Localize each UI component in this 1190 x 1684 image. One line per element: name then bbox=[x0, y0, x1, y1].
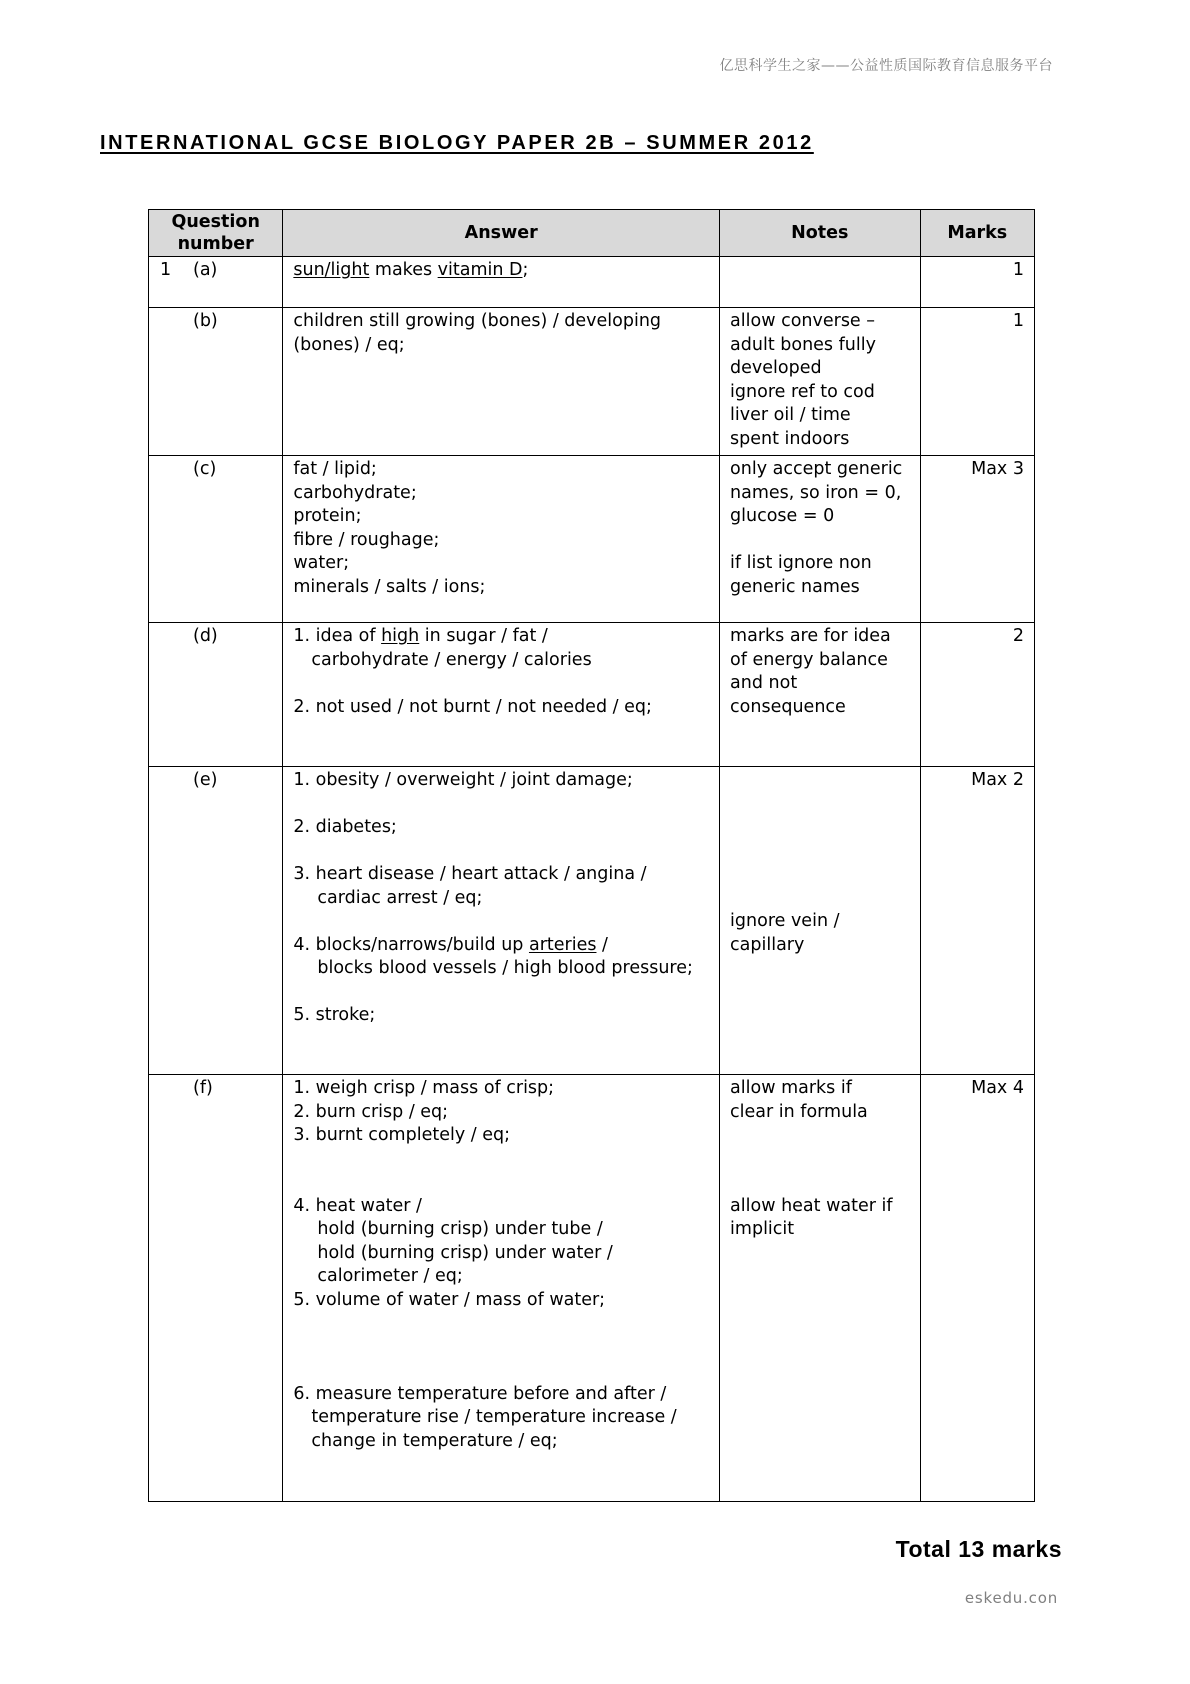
answer-text: makes bbox=[369, 260, 438, 280]
answer-line: 4. heat water / bbox=[293, 1195, 422, 1216]
site-header-text: 亿思科学生之家——公益性质国际教育信息服务平台 bbox=[719, 58, 1053, 74]
answer-line: 1. weigh crisp / mass of crisp; bbox=[293, 1078, 555, 1098]
answer-line: temperature rise / temperature increase / bbox=[311, 1407, 677, 1427]
answer-text: in sugar / fat / bbox=[419, 626, 548, 646]
marks-cell: 1 bbox=[920, 308, 1034, 456]
notes-line: liver oil / time bbox=[730, 405, 851, 425]
answer-line: 2. burn crisp / eq; bbox=[293, 1101, 449, 1122]
marks-cell: Max 4 bbox=[920, 1075, 1034, 1502]
question-part: (b) bbox=[193, 311, 218, 331]
answer-cell bbox=[283, 1075, 720, 1502]
answer-cell bbox=[283, 308, 720, 456]
answer-line: protein; bbox=[293, 506, 362, 526]
question-part: (e) bbox=[193, 770, 218, 790]
question-part: (d) bbox=[193, 626, 218, 646]
answer-line: carbohydrate / energy / calories bbox=[311, 649, 592, 670]
header-answer: Answer bbox=[283, 210, 720, 257]
answer-line: 3. burnt completely / eq; bbox=[293, 1125, 510, 1145]
header-marks: Marks bbox=[920, 210, 1034, 257]
site-footer-text: eskedu.con bbox=[964, 1589, 1058, 1607]
question-cell bbox=[149, 257, 283, 308]
answer-cell bbox=[283, 767, 720, 1075]
notes-cell bbox=[720, 767, 921, 1075]
notes-line: allow marks if bbox=[730, 1078, 852, 1098]
question-number: 1 bbox=[160, 260, 172, 280]
answer-line: 5. stroke; bbox=[293, 1005, 376, 1025]
answer-line: 2. not used / not burnt / not needed / eq; bbox=[293, 696, 652, 717]
question-part: (f) bbox=[193, 1078, 213, 1098]
answer-text: 1. idea of bbox=[293, 626, 382, 646]
table-row-1e bbox=[149, 767, 1035, 1075]
table-row-1a bbox=[149, 257, 1035, 308]
marks-cell: 1 bbox=[920, 257, 1034, 308]
answer-text: vitamin D bbox=[437, 260, 523, 280]
header-notes: Notes bbox=[720, 210, 921, 257]
notes-cell bbox=[720, 456, 921, 623]
notes-line: clear in formula bbox=[730, 1101, 868, 1122]
mark-scheme-table bbox=[148, 209, 1035, 1502]
answer-line: cardiac arrest / eq; bbox=[317, 887, 483, 908]
table-header-row bbox=[149, 210, 1035, 257]
notes-line: spent indoors bbox=[730, 428, 850, 449]
table-row-1f bbox=[149, 1075, 1035, 1502]
question-cell bbox=[149, 456, 283, 623]
answer-line: 3. heart disease / heart attack / angina / bbox=[293, 864, 647, 884]
notes-line: generic names bbox=[730, 576, 860, 597]
answer-line: children still growing (bones) / developing bbox=[293, 311, 662, 331]
notes-cell bbox=[720, 1075, 921, 1502]
answer-line: carbohydrate; bbox=[293, 482, 417, 503]
notes-cell bbox=[720, 623, 921, 767]
notes-line: adult bones fully bbox=[730, 334, 876, 355]
notes-line: marks are for idea bbox=[730, 626, 891, 646]
table-row-1b bbox=[149, 308, 1035, 456]
question-part: (c) bbox=[193, 459, 217, 479]
header-question-number: Question number bbox=[149, 210, 283, 257]
answer-line: 6. measure temperature before and after / bbox=[293, 1383, 667, 1404]
answer-text: ; bbox=[522, 260, 529, 280]
answer-cell bbox=[283, 257, 720, 308]
answer-line: (bones) / eq; bbox=[293, 334, 405, 355]
answer-line: change in temperature / eq; bbox=[311, 1430, 558, 1451]
total-marks: Total 13 marks bbox=[895, 1536, 1062, 1562]
notes-line: if list ignore non bbox=[730, 553, 872, 573]
notes-line: developed bbox=[730, 358, 822, 378]
notes-line: and not bbox=[730, 673, 798, 693]
answer-line: hold (burning crisp) under water / bbox=[317, 1242, 613, 1263]
answer-line: 5. volume of water / mass of water; bbox=[293, 1289, 606, 1310]
notes-line: capillary bbox=[730, 934, 805, 955]
table-row-1c bbox=[149, 456, 1035, 623]
marks-cell: Max 2 bbox=[920, 767, 1034, 1075]
marks-cell: 2 bbox=[920, 623, 1034, 767]
answer-text: arteries bbox=[528, 934, 597, 955]
answer-line: hold (burning crisp) under tube / bbox=[317, 1219, 603, 1239]
notes-line: of energy balance bbox=[730, 649, 888, 670]
notes-cell bbox=[720, 257, 921, 308]
answer-line: 2. diabetes; bbox=[293, 817, 397, 837]
answer-text: sun/light bbox=[293, 260, 370, 280]
table-row-1d bbox=[149, 623, 1035, 767]
notes-line: allow heat water if bbox=[730, 1195, 893, 1216]
notes-line: implicit bbox=[730, 1219, 795, 1239]
answer-line bbox=[293, 934, 709, 958]
answer-line: calorimeter / eq; bbox=[317, 1266, 463, 1286]
notes-line: names, so iron = 0, bbox=[730, 482, 902, 503]
marks-cell: Max 3 bbox=[920, 456, 1034, 623]
document-title: INTERNATIONAL GCSE BIOLOGY PAPER 2B – SUMMER 2012 bbox=[100, 132, 814, 154]
question-cell bbox=[149, 767, 283, 1075]
notes-cell bbox=[720, 308, 921, 456]
question-cell bbox=[149, 308, 283, 456]
answer-text: / bbox=[596, 934, 608, 955]
answer-line: fibre / roughage; bbox=[293, 529, 440, 550]
answer-text: high bbox=[381, 626, 420, 646]
notes-line: allow converse – bbox=[730, 311, 876, 331]
question-cell bbox=[149, 1075, 283, 1502]
answer-line bbox=[293, 625, 709, 649]
notes-line: ignore vein / bbox=[730, 911, 840, 931]
answer-line: minerals / salts / ions; bbox=[293, 576, 486, 597]
notes-line: glucose = 0 bbox=[730, 506, 835, 526]
notes-line: ignore ref to cod bbox=[730, 381, 875, 402]
answer-cell bbox=[283, 456, 720, 623]
notes-line: only accept generic bbox=[730, 459, 903, 479]
notes-line: consequence bbox=[730, 696, 846, 717]
answer-cell bbox=[283, 623, 720, 767]
answer-line: blocks blood vessels / high blood pressure; bbox=[317, 958, 693, 978]
answer-line: fat / lipid; bbox=[293, 459, 377, 479]
question-cell bbox=[149, 623, 283, 767]
answer-text: 4. blocks/narrows/build up bbox=[293, 934, 529, 955]
answer-line: water; bbox=[293, 553, 350, 573]
question-part: (a) bbox=[193, 260, 218, 280]
answer-line: 1. obesity / overweight / joint damage; bbox=[293, 770, 633, 790]
